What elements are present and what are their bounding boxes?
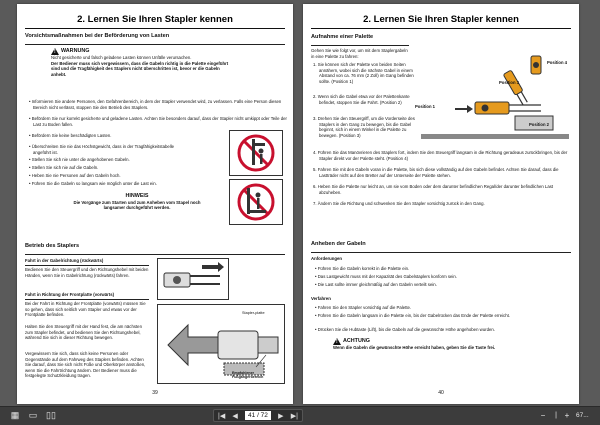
pallet-positions-diagram xyxy=(415,46,573,144)
zoom-in-button[interactable]: + xyxy=(564,411,570,420)
paragraph: Gehen Sie wie folgt vor, um mit dem Staplergabeln in eine Palette zu fahren: xyxy=(311,48,408,59)
section-title: Betrieb des Staplers xyxy=(25,243,80,249)
warning-icon xyxy=(333,338,341,345)
next-page-button[interactable]: ▶ xyxy=(278,412,284,420)
warning-line: Nicht gesicherte und falsch geladene Lasten können Unfälle verursachen. xyxy=(51,55,192,60)
section-title: Anheben der Gabeln xyxy=(311,241,366,247)
divider xyxy=(311,252,571,253)
zoom-slider-icon[interactable]: | xyxy=(555,412,557,419)
divider xyxy=(25,299,149,300)
page-number-input[interactable]: 41 / 72 xyxy=(245,411,271,420)
list-item: • Führen Sie die Gabeln korrekt in die Palette ein. xyxy=(313,266,574,272)
subsection-title: Verfahren xyxy=(311,296,331,301)
list-item: • Heben Sie nie Personen auf den Gabeln hoch. xyxy=(27,173,193,179)
left-page xyxy=(17,4,293,404)
diagram-label: Position 2 xyxy=(529,122,550,127)
list-item: 4. Führen Sie das Manövrieren des Staplers fort, indem Sie den Steuergriff langsam in die Richtung geradeaus zurückbringen, bis der Stapler direkt vor der Palette steht. (Position 4) xyxy=(313,150,568,161)
list-item: • Drücken Sie die Hubtaste (Lift), bis die Gabeln auf die gewünschte Höhe angehoben wurden. xyxy=(313,327,574,333)
list-item: • Informieren Sie andere Personen, den Gefahrenbereich, in dem der Stapler verwendet wird, zu verlassen. Falls eine Person diesen Bereich nicht verlässt, stoppen Sie den Betrieb des Staplers. xyxy=(27,99,289,110)
list-item: 6. Heben Sie die Palette nur leicht an, um sie vom Boden oder dem darunter befindlichen Regal/der darunter befindlichen Last abzuheben. xyxy=(313,184,554,195)
diagram-label: Position 4 xyxy=(547,60,568,65)
page-navigation xyxy=(213,409,303,422)
list-item: • Das Lastgewicht muss mit der Kapazität des Gabelstaplers konform sein. xyxy=(313,274,574,280)
caution-heading: ! ACHTUNG xyxy=(333,338,553,345)
previous-page-button[interactable]: ◀ xyxy=(232,412,238,420)
list-item: • Fahren Sie den Stapler vorsichtig auf die Palette. xyxy=(313,305,574,311)
no-riding-on-forks-image xyxy=(229,179,283,225)
list-item: • Führen Sie die Gabeln langsam in die Palette ein, bis der Gabelrücken das Ende der Palette erreicht. xyxy=(313,313,574,319)
zoom-level[interactable]: 67... xyxy=(576,412,589,419)
last-page-button[interactable]: ▶| xyxy=(290,412,298,420)
subsection-title: Fahrt in der Gabelrichtung (rückwärts) xyxy=(25,258,104,263)
list-item: 1. Sie können sich der Palette von beiden Seiten annähern, wobei sich die nächste Gabel in einem Abstand von ca. 76 mm (2 Zoll) im Gang befinden sollte. (Position 1) xyxy=(313,62,414,84)
divider xyxy=(311,45,409,46)
right-page xyxy=(303,4,579,404)
page-header: 2. Lernen Sie Ihren Stapler kennen xyxy=(311,14,571,29)
diagram-label: Position 1 xyxy=(415,104,436,109)
list-item: 5. Fahren Sie mit den Gabeln voran in die Palette, bis sich diese vollständig auf den Gabeln befindet. Achten Sie darauf, dass die Lastträder nicht auf den Bretter auf der Unterseite der Palette stehen. xyxy=(313,167,559,178)
divider xyxy=(25,254,285,255)
warning-heading: ! WARNUNG xyxy=(51,48,281,55)
caution-block xyxy=(333,338,553,351)
paragraph: Bei der Fahrt in Richtung der Frontplatte (vorwärts) müssen Sie so gehen, dass sich seitlich vom Stapler und etwas vor der Frontplatte befinden. xyxy=(25,301,146,318)
paragraph: Vergewissern Sie sich, dass sich keine Personen oder Gegenstände auf dem Fahrweg des Staplers befinden. Achten Sie darauf, dass Sie sich nicht Füße und Oberkörper anstoßen, wenn Sie die Fahrtrichtung ändern. Der Bediener muss die festgelegte Schutzkleidung tragen. xyxy=(25,351,146,379)
paragraph: Halten Sie den Steuergriff mit der Hand fest, die am nächsten zum Stapler befindet, und bedienen Sie den Richtungshebel, während Sie sich in dieser Richtung bewegen. xyxy=(25,324,142,341)
note-line: Die Vorgänge zum Starten und zum Anheben vom Stapel noch xyxy=(73,199,201,205)
reverse-travel-image xyxy=(157,258,229,300)
zoom-out-button[interactable]: − xyxy=(540,411,546,420)
list-item: • Befördern Sie keine beschädigten Lasten. xyxy=(27,133,183,139)
warning-icon xyxy=(51,48,59,55)
list-item: • Stellen Sie sich nie auf die Gabeln. xyxy=(27,165,193,171)
warning-block xyxy=(51,48,281,77)
page-number: 40 xyxy=(438,390,444,396)
warning-line: anhebt. xyxy=(51,71,67,77)
warning-line: sind und die Tragfähigkeit des Staplers nicht überschritten ist, bevor er die Gabeln xyxy=(51,66,220,72)
section-title: Aufnahme einer Palette xyxy=(311,34,374,40)
list-item: • Führen Sie die Gabeln so langsam wie möglich unter die Last ein. xyxy=(27,181,203,187)
caution-text: Wenn die Gabeln die gewünschte Höhe erreicht haben, geben Sie die Taste frei. xyxy=(333,345,496,350)
list-item: 7. Ändern Sie die Richtung und schwenken Sie den Stapler vorsichtig zurück in den Gang. xyxy=(313,201,485,206)
two-page-icon[interactable]: ▯▯ xyxy=(46,410,56,420)
list-item: 3. Drehen Sie den Steuergriff, um die Vorderseite des Staplers in den Gang zu bewegen, bis die Gabel beginnt, sich in einem Winkel in die Palette zu bewegen. (Position 3) xyxy=(313,116,415,138)
grid-view-icon[interactable]: ▦ xyxy=(10,410,20,420)
page-number: 39 xyxy=(152,390,158,396)
list-item: • Die Last sollte immer gleichmäßig auf den Gabeln verteilt sein. xyxy=(313,282,574,288)
warning-line: Der Bediener muss sich vergewissern, dass die Gabeln richtig in die Palette eingeführt xyxy=(51,60,229,66)
viewer-toolbar xyxy=(0,406,600,425)
list-item: • Befördern Sie nur korrekt gesicherte und geladene Lasten. Achten Sie besonders darauf, dass der Stapler nicht umkippt oder Teile der Last zu Boden fallen. xyxy=(27,116,289,127)
image-label: Stapler-platte xyxy=(242,311,265,315)
diagram-label: Position 3 xyxy=(499,80,520,85)
forward-travel-image xyxy=(157,304,285,384)
note-heading: HINWEIS xyxy=(125,193,149,199)
single-page-icon[interactable]: ▭ xyxy=(28,410,38,420)
list-item: • Überschreiten Sie nie das Höchstgewicht, dass in der Tragfähigkeitstabelle angeführt ist. xyxy=(27,144,193,155)
note-line: langsamer durchgeführt werden. xyxy=(103,205,171,211)
first-page-button[interactable]: |◀ xyxy=(218,412,226,420)
image-label: Empfohlener Fußgängerbereich xyxy=(232,371,264,380)
subsection-title: Fahrt in Richtung der Frontplatte (vorwärts) xyxy=(25,292,115,297)
page-header: 2. Lernen Sie Ihren Stapler kennen xyxy=(25,14,285,29)
note-block xyxy=(57,194,217,211)
divider xyxy=(25,44,285,45)
list-item: • Stellen Sie sich nie unter die angehobenen Gabeln. xyxy=(27,157,193,163)
subsection-title: Anforderungen xyxy=(311,256,343,261)
paragraph: Bedienen Sie den Steuergriff und den Richtungshebel mit beiden Händen, wenn Sie in Gabelrichtung (rückwärts) fahren. xyxy=(25,267,149,278)
list-item: 2. Wenn sich die Gabel etwa vor der Palettenkante befindet, stoppen Sie die Fahrt. (Position 2) xyxy=(313,94,410,105)
divider xyxy=(25,265,149,266)
no-standing-under-forks-image xyxy=(229,130,283,176)
section-title: Vorsichtsmaßnahmen bei der Beförderung von Lasten xyxy=(25,33,170,39)
